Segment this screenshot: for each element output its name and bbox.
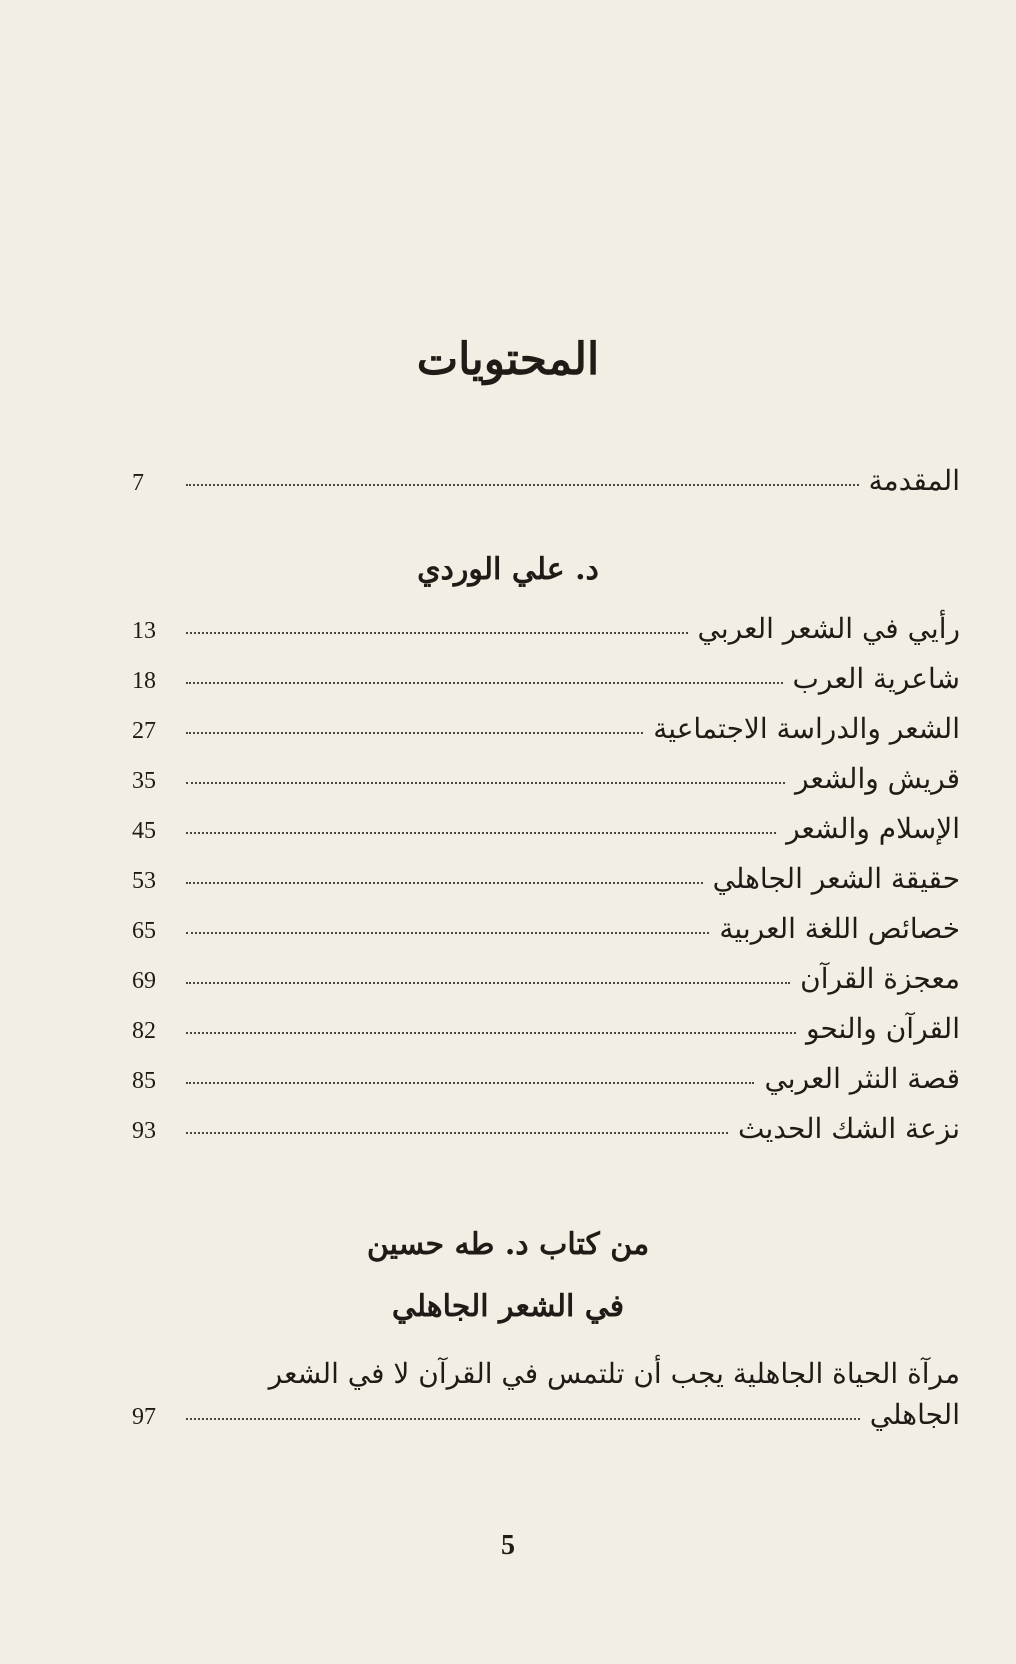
toc-page-number: 45: [132, 818, 156, 844]
toc-entry-introduction: [132, 462, 960, 500]
toc-entry-title: رأيي في الشعر العربي: [697, 612, 960, 645]
toc-entry-title-line1: مرآة الحياة الجاهلية يجب أن تلتمس في القرآن لا في الشعر: [268, 1357, 960, 1390]
toc-entry-title: خصائص اللغة العربية: [719, 912, 960, 945]
dot-leader: [186, 931, 709, 934]
toc-entry: [132, 1010, 960, 1048]
toc-entry-title: حقيقة الشعر الجاهلي: [712, 862, 960, 895]
toc-entry: [132, 660, 960, 698]
toc-entry-title: معجزة القرآن: [800, 962, 960, 995]
dot-leader: [186, 881, 703, 884]
toc-page-number: 97: [132, 1404, 156, 1430]
toc-page-number: 93: [132, 1118, 156, 1144]
dot-leader: [186, 831, 776, 834]
dot-leader: [186, 781, 785, 784]
toc-entry-title: القرآن والنحو: [806, 1012, 960, 1045]
dot-leader: [186, 731, 643, 734]
toc-entry-title: الشعر والدراسة الاجتماعية: [653, 712, 960, 745]
toc-page-number: 82: [132, 1018, 156, 1044]
dot-leader: [186, 1417, 860, 1420]
toc-entry-title: نزعة الشك الحديث: [737, 1112, 960, 1145]
toc-page-number: 7: [132, 470, 144, 496]
dot-leader: [186, 631, 688, 634]
page-title: المحتويات: [416, 334, 600, 385]
toc-page-number: 18: [132, 668, 156, 694]
toc-entry: [132, 1110, 960, 1148]
toc-entry-title: قصة النثر العربي: [764, 1062, 960, 1095]
toc-page-number: 69: [132, 968, 156, 994]
toc-entry: [132, 860, 960, 898]
page-number: 5: [501, 1530, 515, 1561]
toc-page-number: 65: [132, 918, 156, 944]
toc-entry: [132, 1060, 960, 1098]
section-heading-ali-alwardi: د. علي الوردي: [417, 552, 599, 587]
toc-entry: [132, 810, 960, 848]
dot-leader: [186, 681, 783, 684]
toc-page-number: 27: [132, 718, 156, 744]
toc-entry-line2: [132, 1396, 960, 1434]
toc-entry-title: المقدمة: [868, 464, 960, 497]
dot-leader: [186, 1131, 728, 1134]
toc-entry: [132, 960, 960, 998]
toc-entry: [132, 610, 960, 648]
toc-entry-multiline: [132, 1352, 960, 1434]
toc-page-number: 13: [132, 618, 156, 644]
toc-entry-title: شاعرية العرب: [792, 662, 960, 695]
section-heading-taha-hussein-line1: من كتاب د. طه حسين: [366, 1227, 650, 1262]
toc-page-number: 35: [132, 768, 156, 794]
toc-entry: [132, 910, 960, 948]
dot-leader: [186, 1081, 754, 1084]
section-heading-taha-hussein-line2: في الشعر الجاهلي: [391, 1289, 625, 1324]
dot-leader: [186, 981, 790, 984]
dot-leader: [186, 483, 859, 486]
dot-leader: [186, 1031, 796, 1034]
toc-entry-title-line2: الجاهلي: [869, 1398, 960, 1431]
toc-entry-title: الإسلام والشعر: [786, 812, 960, 845]
toc-page-number: 53: [132, 868, 156, 894]
toc-entry: [132, 710, 960, 748]
toc-entry: [132, 760, 960, 798]
toc-entry-title: قريش والشعر: [795, 762, 960, 795]
toc-page-number: 85: [132, 1068, 156, 1094]
